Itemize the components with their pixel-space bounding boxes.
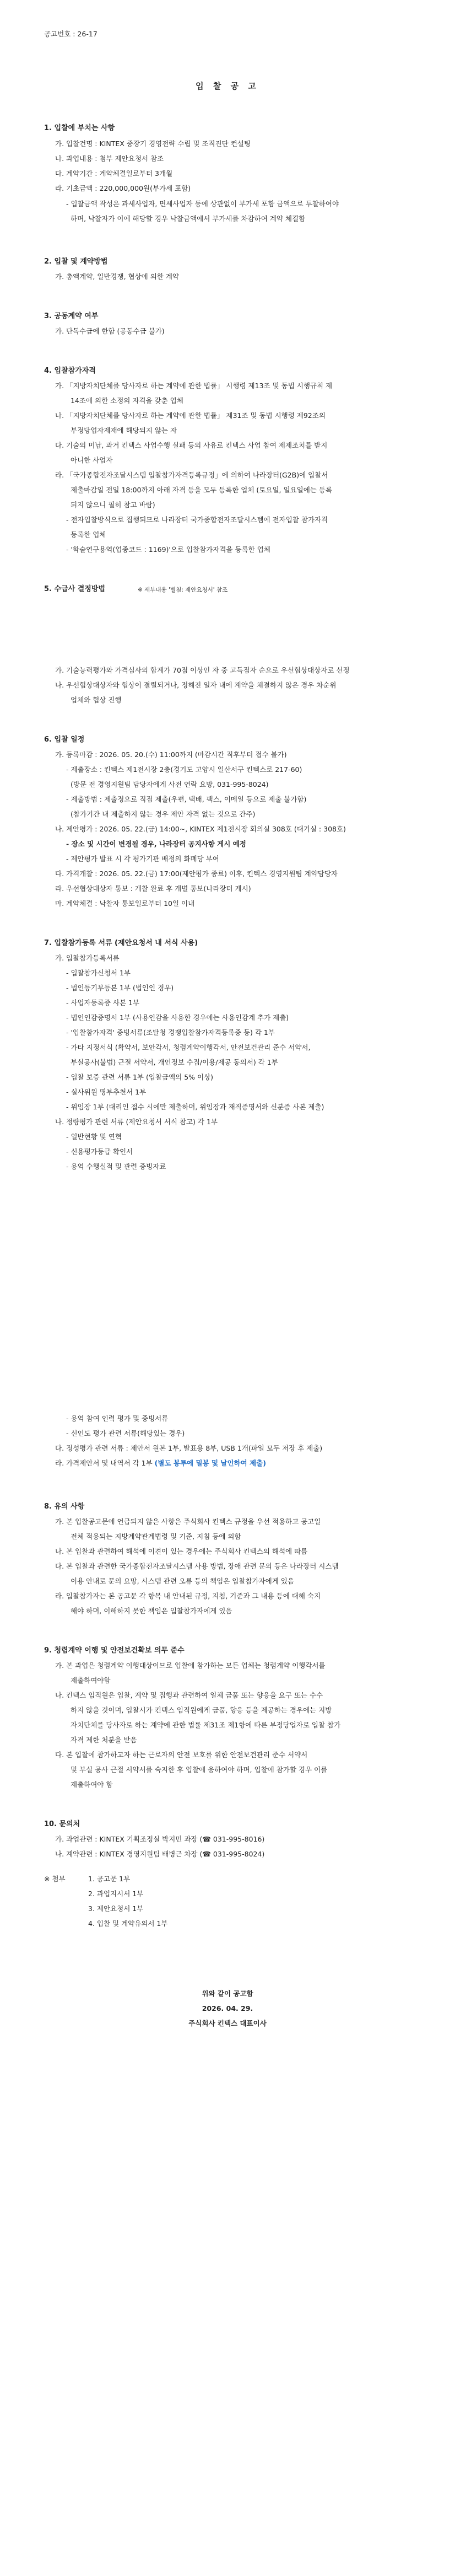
text-line: 자격 제한 처분을 받음: [71, 1736, 137, 1744]
text-line: 나. 제안평가 : 2026. 05. 22.(금) 14:00~, KINTEX 제1전시장 회의실 308호 (대기실 : 308호): [55, 825, 346, 833]
text-line: 다. 본 입찰과 관련한 국가종합전자조달시스템 사용 방법, 장애 관련 문의 등은 나라장터 시스템: [55, 1562, 339, 1570]
text-line: 가. 입찰참가등록서류: [55, 954, 120, 962]
text-line: 14조에 의한 소정의 자격을 갖춘 업체: [71, 396, 183, 405]
text-line: 가. 본 입찰공고문에 언급되지 않은 사항은 주식회사 킨텍스 규정을 우선 적용하고 공고일: [55, 1517, 321, 1526]
text-line: 부정당업자제재에 해당되지 않는 자: [71, 426, 177, 434]
text-line: (참가기간 내 제출하지 않는 경우 제안 자격 없는 것으로 간주): [71, 810, 256, 818]
contact-contract: 나. 계약관련 : KINTEX 경영지원팀 배병근 차장 (☎ 031-995-8024): [55, 1850, 265, 1858]
attachment-item: 4. 입찰 및 계약유의서 1부: [88, 1919, 168, 1928]
text-line: 하며, 낙찰자가 이에 해당할 경우 낙찰금액에서 부가세를 차감하여 계약 체결함: [71, 214, 306, 223]
text-line: 가. 총액계약, 일반경쟁, 협상에 의한 계약: [55, 272, 179, 281]
text-line: [55, 1459, 266, 1468]
text-line: 나. 우선협상대상자와 협상이 결렬되거나, 정해진 일자 내에 계약을 체결하지 않은 경우 차순위: [55, 681, 337, 689]
text-line: 라. 「국가종합전자조달시스템 입찰참가자격등록규정」에 의하여 나라장터(G2B)에 입찰서: [55, 471, 328, 479]
attachment-item: 3. 제안요청서 1부: [88, 1904, 144, 1913]
text-line: 전체 적용되는 지방계약관계법령 및 기준, 지침 등에 의함: [71, 1532, 241, 1541]
text-line: 제출하여야함: [71, 1676, 111, 1684]
section-5-heading: 5. 수급사 결정방법: [44, 585, 105, 593]
issuer-name: 주식회사 킨텍스 대표이사: [188, 2019, 267, 2027]
text-line: - 신용평가등급 확인서: [66, 1147, 133, 1156]
attachment-item: 2. 과업지시서 1부: [88, 1890, 144, 1898]
text-line: - 용역 참여 인력 평가 및 증빙서류: [66, 1414, 169, 1423]
section-5-note: ※ 세부내용 '별첨: 제안요청서' 참조: [138, 587, 228, 593]
text-line: 및 부실 공사 근절 서약서를 숙지한 후 입찰에 응하여야 하며, 입찰에 참가할 경우 이를: [71, 1765, 328, 1774]
text-line: 다. 본 입찰에 참가하고자 하는 근로자의 안전 보호를 위한 안전보건관리 준수 서약서: [55, 1751, 308, 1759]
text-line: 제출하여야 함: [71, 1780, 113, 1789]
text-line: - 위임장 1부 (대리인 접수 시에만 제출하며, 위임장과 재직증명서와 신분증 사본 제출): [66, 1103, 324, 1111]
text-line: 아니한 사업자: [71, 456, 113, 464]
section-7-heading: 7. 입찰참가등록 서류 (제안요청서 내 서식 사용): [44, 939, 198, 947]
text-line: - 장소 및 시간이 변경될 경우, 나라장터 공지사항 게시 예정: [66, 840, 246, 848]
notice-number: 공고번호 : 26-17: [44, 30, 98, 38]
closing-statement: 위와 같이 공고함: [202, 1989, 253, 1998]
text-line: 나. 본 입찰과 관련하여 해석에 이견이 있는 경우에는 주식회사 킨텍스의 해석에 따름: [55, 1547, 308, 1555]
highlight-note: (별도 봉투에 밀봉 및 날인하여 제출): [154, 1459, 266, 1467]
text-line: 등록한 업체: [71, 530, 106, 539]
text-line-part: 라. 가격제안서 및 내역서 각 1부: [55, 1459, 155, 1467]
text-line: - 신인도 평가 관련 서류(해당있는 경우): [66, 1429, 185, 1437]
text-line: 가. 기술능력평가와 가격심사의 합계가 70점 이상인 자 중 고득점자 순으로 우선협상대상자로 선정: [55, 666, 350, 674]
text-line: - 법인인감증명서 1부 (사용인감을 사용한 경우에는 사용인감계 추가 제출): [66, 1013, 289, 1022]
text-line: - 제출장소 : 킨텍스 제1전시장 2층(경기도 고양시 일산서구 킨텍스로 217-60): [66, 765, 302, 774]
attachment-item: 1. 공고문 1부: [88, 1875, 131, 1883]
text-line: - 입찰참가신청서 1부: [66, 969, 131, 977]
text-line: - 입찰금액 작성은 과세사업자, 면세사업자 등에 상관없이 부가세 포함 금액으로 투찰하여야: [66, 200, 339, 208]
text-line: - 제안평가 발표 시 각 평가기관 배정의 화폐당 부여: [66, 855, 219, 863]
text-line: 나. 정량평가 관련 서류 (제안요청서 서식 참고) 각 1부: [55, 1118, 218, 1126]
text-line: - 일반현황 및 연혁: [66, 1133, 122, 1141]
text-line: 나. 과업내용 : 첨부 제안요청서 참조: [55, 154, 164, 163]
contact-task: 가. 과업관련 : KINTEX 기획조정실 박지민 과장 (☎ 031-995-8016): [55, 1835, 265, 1843]
closing-date: 2026. 04. 29.: [202, 2004, 253, 2012]
text-line: 하지 않을 것이며, 입찰시가 킨텍스 임직원에게 금품, 향응 등을 제공하는 경우에는 지방: [71, 1706, 332, 1714]
text-line: 자치단체를 당사자로 하는 계약에 관한 법률 제31조 제1항에 따른 부정당업자로 입찰 참가: [71, 1721, 341, 1729]
attachments-label: ※ 첨부: [44, 1875, 66, 1883]
text-line: 이용 안내로 문의 요망, 시스템 관련 오류 등의 책임은 입찰참가자에게 있음: [71, 1577, 294, 1585]
text-line: 가. 단독수급에 한함 (공동수급 불가): [55, 327, 165, 335]
text-line: 업체와 협상 진행: [71, 696, 122, 704]
text-line: - 입찰 보증 관련 서류 1부 (입찰금액의 5% 이상): [66, 1073, 214, 1081]
section-9-heading: 9. 청렴계약 이행 및 안전보건확보 의무 준수: [44, 1646, 185, 1655]
text-line: 다. 정성평가 관련 서류 : 제안서 원본 1부, 발표용 8부, USB 1개(파일 모두 저장 후 제출): [55, 1444, 323, 1452]
text-line: - '학술연구용역(업종코드 : 1169)'으로 입찰참가자격을 등록한 업체: [66, 545, 270, 554]
section-4-heading: 4. 입찰참가자격: [44, 367, 96, 375]
page-title: 입 찰 공 고: [196, 81, 259, 91]
text-line: - 사업자등록증 사본 1부: [66, 999, 140, 1007]
text-line: - 제출방법 : 제출정으로 직접 제출(우편, 택배, 팩스, 이메일 등으로 제출 불가함): [66, 795, 307, 803]
section-8-heading: 8. 유의 사항: [44, 1502, 85, 1511]
text-line: - '입찰참가자격' 증빙서류(조달청 경쟁입찰참가자격등록증 등) 각 1부: [66, 1028, 275, 1037]
text-line: (방문 전 경영지원팀 담당자에게 사전 연락 요망, 031-995-8024): [71, 780, 269, 788]
section-1-heading: 1. 입찰에 부치는 사항: [44, 124, 115, 132]
text-line: 마. 계약체결 : 낙찰자 통보일로부터 10일 이내: [55, 899, 195, 908]
section-6-heading: 6. 입찰 일정: [44, 736, 85, 744]
text-line: 가. 입찰건명 : KINTEX 중장기 경영전략 수립 및 조직진단 컨설팅: [55, 139, 251, 148]
text-line: 다. 가격개찰 : 2026. 05. 22.(금) 17:00(제안평가 종료) 이후, 킨텍스 경영지원팀 계약담당자: [55, 870, 338, 878]
text-line: - 실사위원 명부추천서 1부: [66, 1088, 147, 1096]
text-line: 라. 기초금액 : 220,000,000원(부가세 포함): [55, 184, 191, 192]
text-line: 해야 하며, 이해하지 못한 책임은 입찰참가자에게 있음: [71, 1607, 232, 1615]
text-line: - 법인등기부등본 1부 (법인인 경우): [66, 984, 174, 992]
text-line: 다. 계약기간 : 계약체결일로부터 3개월: [55, 169, 173, 178]
text-line: 되지 않으니 필히 참고 바람): [71, 501, 155, 509]
text-line: 가. 「지방자치단체를 당사자로 하는 계약에 관한 법률」 시행령 제13조 및 동법 시행규칙 제: [55, 382, 333, 390]
text-line: 나. 「지방자치단체를 당사자로 하는 계약에 관한 법률」 제31조 및 동법 시행령 제92조의: [55, 411, 326, 420]
text-line: 부실공사(불법) 근절 서약서, 개인정보 수집/이용/제공 동의서) 각 1부: [71, 1058, 278, 1066]
text-line: - 전자입찰방식으로 집행되므로 나라장터 국가종합전자조달시스템에 전자입찰 참가자격: [66, 516, 328, 524]
section-3-heading: 3. 공동계약 여부: [44, 312, 99, 320]
text-line: 가. 등록마감 : 2026. 05. 20.(수) 11:00까지 (마감시간 직후부터 접수 불가): [55, 750, 287, 759]
text-line: - 용역 수행실적 및 관련 증빙자료: [66, 1162, 166, 1171]
text-line: 가. 본 과업은 청렴계약 이행대상이므로 입찰에 참가하는 모든 업체는 청렴계약 이행각서를: [55, 1661, 326, 1670]
text-line: 다. 기술의 미납, 과거 킨텍스 사업수행 실패 등의 사유로 킨텍스 사업 참여 제제조치를 받지: [55, 441, 328, 449]
text-line: - 가타 지정서식 (확약서, 보안각서, 청렴계약이행각서, 안전보건관리 준수 서약서,: [66, 1043, 311, 1051]
section-2-heading: 2. 입찰 및 계약방법: [44, 257, 108, 266]
section-10-heading: 10. 문의처: [44, 1820, 80, 1828]
text-line: 나. 킨텍스 임직원은 입찰, 계약 및 집행과 관련하여 일체 금품 또는 향응을 요구 또는 수수: [55, 1691, 323, 1699]
text-line: 라. 입찰참가자는 본 공고문 각 항목 내 안내된 규정, 지침, 기준과 그 내용 등에 대해 숙지: [55, 1592, 321, 1600]
text-line: 제출마감일 전일 18:00까지 아래 자격 등을 모두 등록한 업체 (토요일, 일요일에는 등록: [71, 486, 332, 494]
text-line: 라. 우선협상대상자 통보 : 개찰 완료 후 개별 통보(나라장터 게시): [55, 884, 251, 893]
